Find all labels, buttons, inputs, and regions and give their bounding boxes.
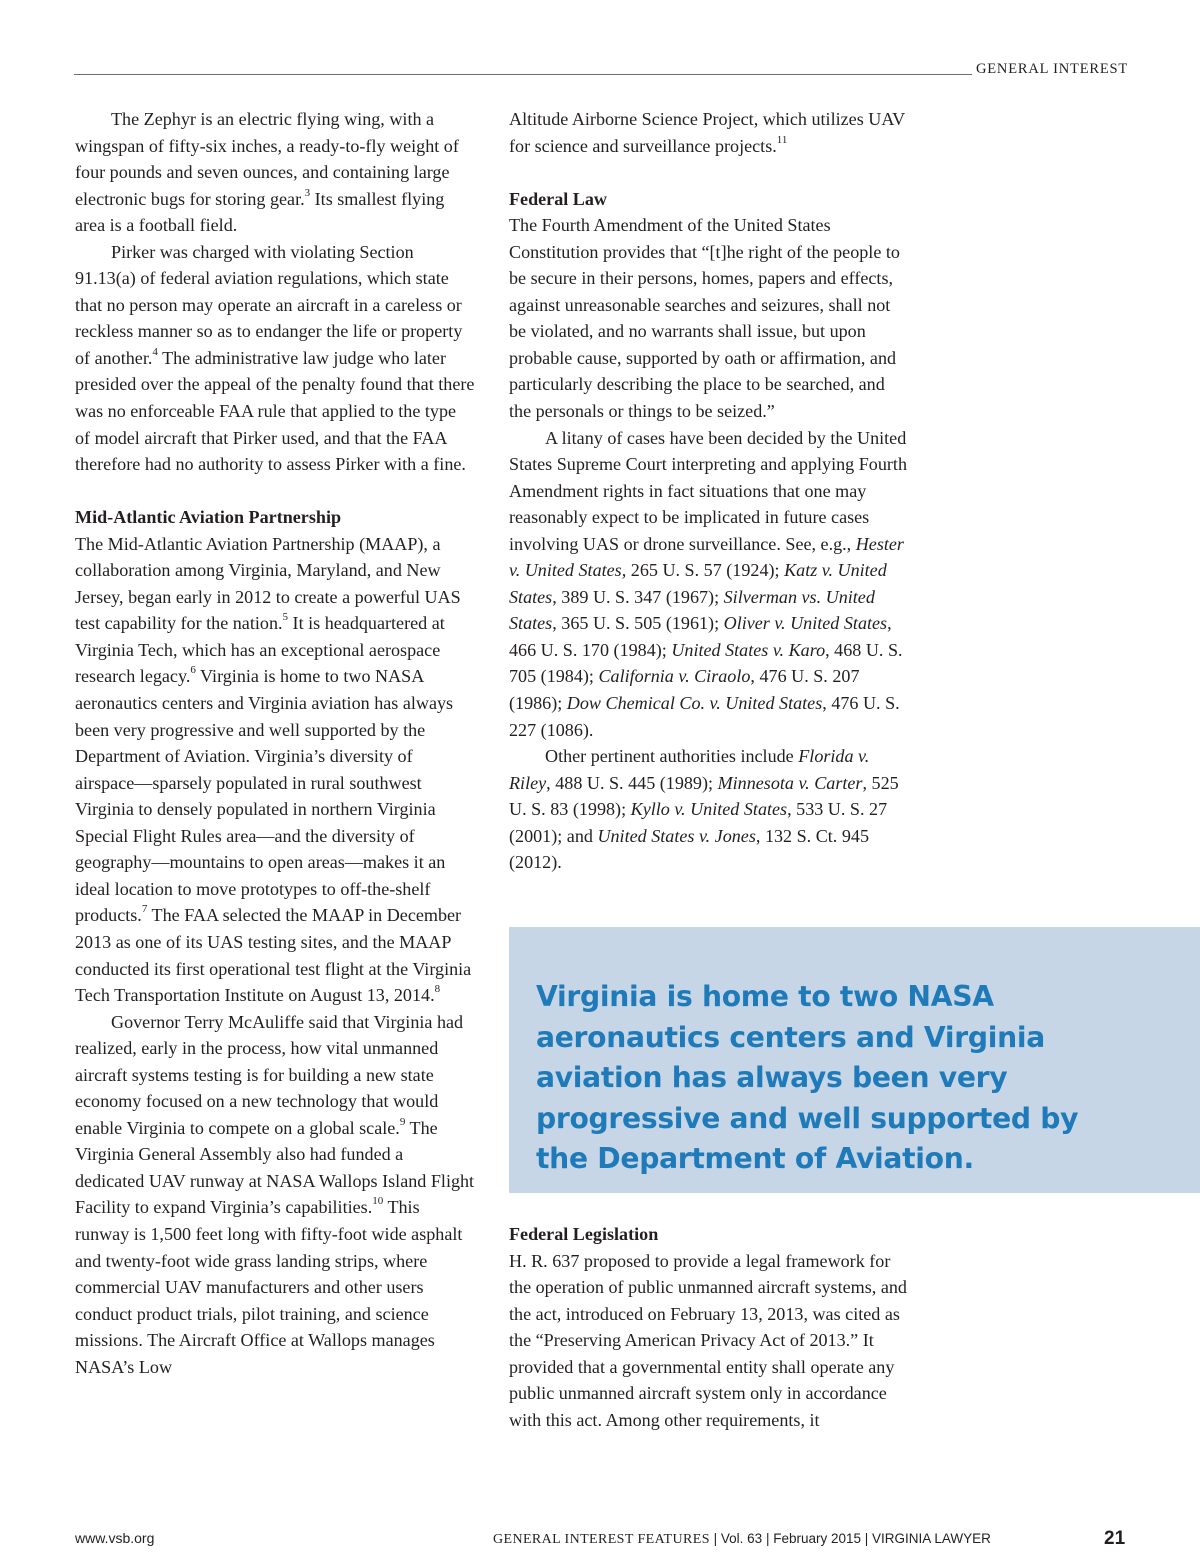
footer-separator: | [762,1531,774,1546]
paragraph-continued: Altitude Airborne Science Project, which utilizes UAV for science and surveillance projects.$^{11}$ [509,109,905,156]
pull-quote-box [509,927,1200,1193]
right-column-bottom [509,1221,909,1433]
footnote-ref[interactable]: 5 [282,611,289,624]
left-column [75,106,475,1380]
footnote-ref[interactable]: 6 [190,664,196,677]
paragraph-cases: A litany of cases have been decided by the United States Supreme Court interpreting and applying Fourth Amendment rights in fact situations that one may reasonably expect to be implicated in future cases involving UAS or drone surveillance. See, e.g., Hester v. United States, 265 U. S. 57 (1924); Katz v. United States, 389 U. S. 347 (1967); Silverman vs. United States, 365 U. S. 505 (1961); Oliver v. United States, 466 U. S. 170 (1984); United States v. Karo, 468 U. S. 705 (1984); California v. Ciraolo, 476 U. S. 207 (1986); Dow Chemical Co. v. United States, 476 U. S. 227 (1086). [509,427,908,740]
footnote-ref[interactable]: 8 [434,983,441,996]
paragraph-pirker: Pirker was charged with violating Section 91.13(a) of federal aviation regulations, which state that no person may operate an aircraft in a careless or reckless manner so as to endanger the life or property of another.$^4$ The administrative law judge who later presided over the appeal of the penalty found that there was no enforceable FAA rule that applied to the type of model aircraft that Pirker used, and that the FAA therefore had no authority to assess Pirker with a fine. [75,241,475,475]
heading-federal-law: Federal Law [509,188,607,209]
footer-volume: Vol. 63 [720,1531,763,1546]
pull-quote-text: Virginia is home to two NASA aeronautics centers and Virginia aviation has always been very progressive and well supported by the Department of Aviation. [536,980,1079,1175]
header-rule [74,74,972,75]
footnote-ref[interactable]: 10 [372,1195,384,1208]
footnote-ref[interactable]: 9 [399,1115,406,1128]
footer-date: February 2015 [773,1531,862,1546]
heading-federal-legislation: Federal Legislation [509,1224,659,1244]
footnote-ref[interactable]: 11 [776,133,788,146]
right-column-top [509,106,909,876]
section-header: GENERAL INTEREST [976,61,1129,77]
footnote-ref[interactable]: 7 [141,903,148,916]
heading-maap: Mid-Atlantic Aviation Partnership [75,507,342,528]
paragraph-hr637: H. R. 637 proposed to provide a legal framework for the operation of public unmanned aircraft systems, and the act, introduced on February 13, 2013, was cited as the “Preserving American Privacy Act of 2013.” It provided that a governmental entity shall operate any public unmanned aircraft system only in accordance with this act. Among other requirements, it [509,1250,907,1430]
paragraph-maap: The Mid-Atlantic Aviation Partnership (MAAP), a collaboration among Virginia, Maryland, and New Jersey, began early in 2012 to create a powerful UAS test capability for the nation.$^5$ It is headquartered at Virginia Tech, which has an exceptional aerospace research legacy.$^6$ Virginia is home to two NASA aeronautics centers and Virginia aviation has always been very progressive and well supported by the Department of Aviation. Virginia’s diversity of airspace—sparsely populated in rural southwest Virginia to densely populated in northern Virginia Special Flight Rules area—and the diversity of geography—mountains to open areas—makes it an ideal location to move prototypes to off-the-shelf products.$^7$ The FAA selected the MAAP in December 2013 as one of its UAS testing sites, and the MAAP conducted its first operational test flight at the Virginia Tech Transportation Institute on August 13, 2014.$^8$ [75,533,472,1006]
footnote-ref[interactable]: 3 [304,186,311,199]
paragraph-governor: Governor Terry McAuliffe said that Virginia had realized, early in the process, how vital unmanned aircraft systems testing is for building a new state economy focused on a new technology that would enable Virginia to compete on a global scale.$^9$ The Virginia General Assembly also had funded a dedicated UAV runway at NASA Wallops Island Flight Facility to expand Virginia’s capabilities.$^{10}$ This runway is 1,500 feet long with fifty-foot wide asphalt and twenty-foot wide grass landing strips, where commercial UAV manufacturers and other users conduct product trials, pilot training, and science missions. The Aircraft Office at Wallops manages NASA’s Low [75,1011,475,1377]
footer-section: GENERAL INTEREST FEATURES [493,1532,710,1547]
footer-info [493,1531,991,1548]
paragraph-fourth-amendment: The Fourth Amendment of the United States Constitution provides that “[t]he right of the people to be secure in their persons, homes, papers and effects, against unreasonable searches and seizures, shall not be violated, and no warrants shall issue, but upon probable cause, supported by oath or affirmation, and particularly describing the place to be searched, and the personals or things to be seized.” [509,215,900,422]
footer-separator: | [709,1531,721,1546]
page-number: 21 [1104,1528,1126,1549]
paragraph-other-authorities: Other pertinent authorities include Florida v. Riley, 488 U. S. 445 (1989); Minnesota v. Carter, 525 U. S. 83 (1998); Kyllo v. United States, 533 U. S. 27 (2001); and United States v. Jones, 132 S. Ct. 945 (2012). [509,746,899,873]
footnote-ref[interactable]: 4 [152,345,158,358]
footer-url[interactable]: www.vsb.org [75,1530,155,1546]
paragraph-zephyr: The Zephyr is an electric flying wing, with a wingspan of fifty-six inches, a ready-to-fly weight of four pounds and seven ounces, and containing large electronic bugs for storing gear.$^3$ Its smallest flying area is a football field. [75,109,459,236]
footer-publication: VIRGINIA LAWYER [872,1531,991,1546]
footer-separator: | [861,1531,873,1546]
